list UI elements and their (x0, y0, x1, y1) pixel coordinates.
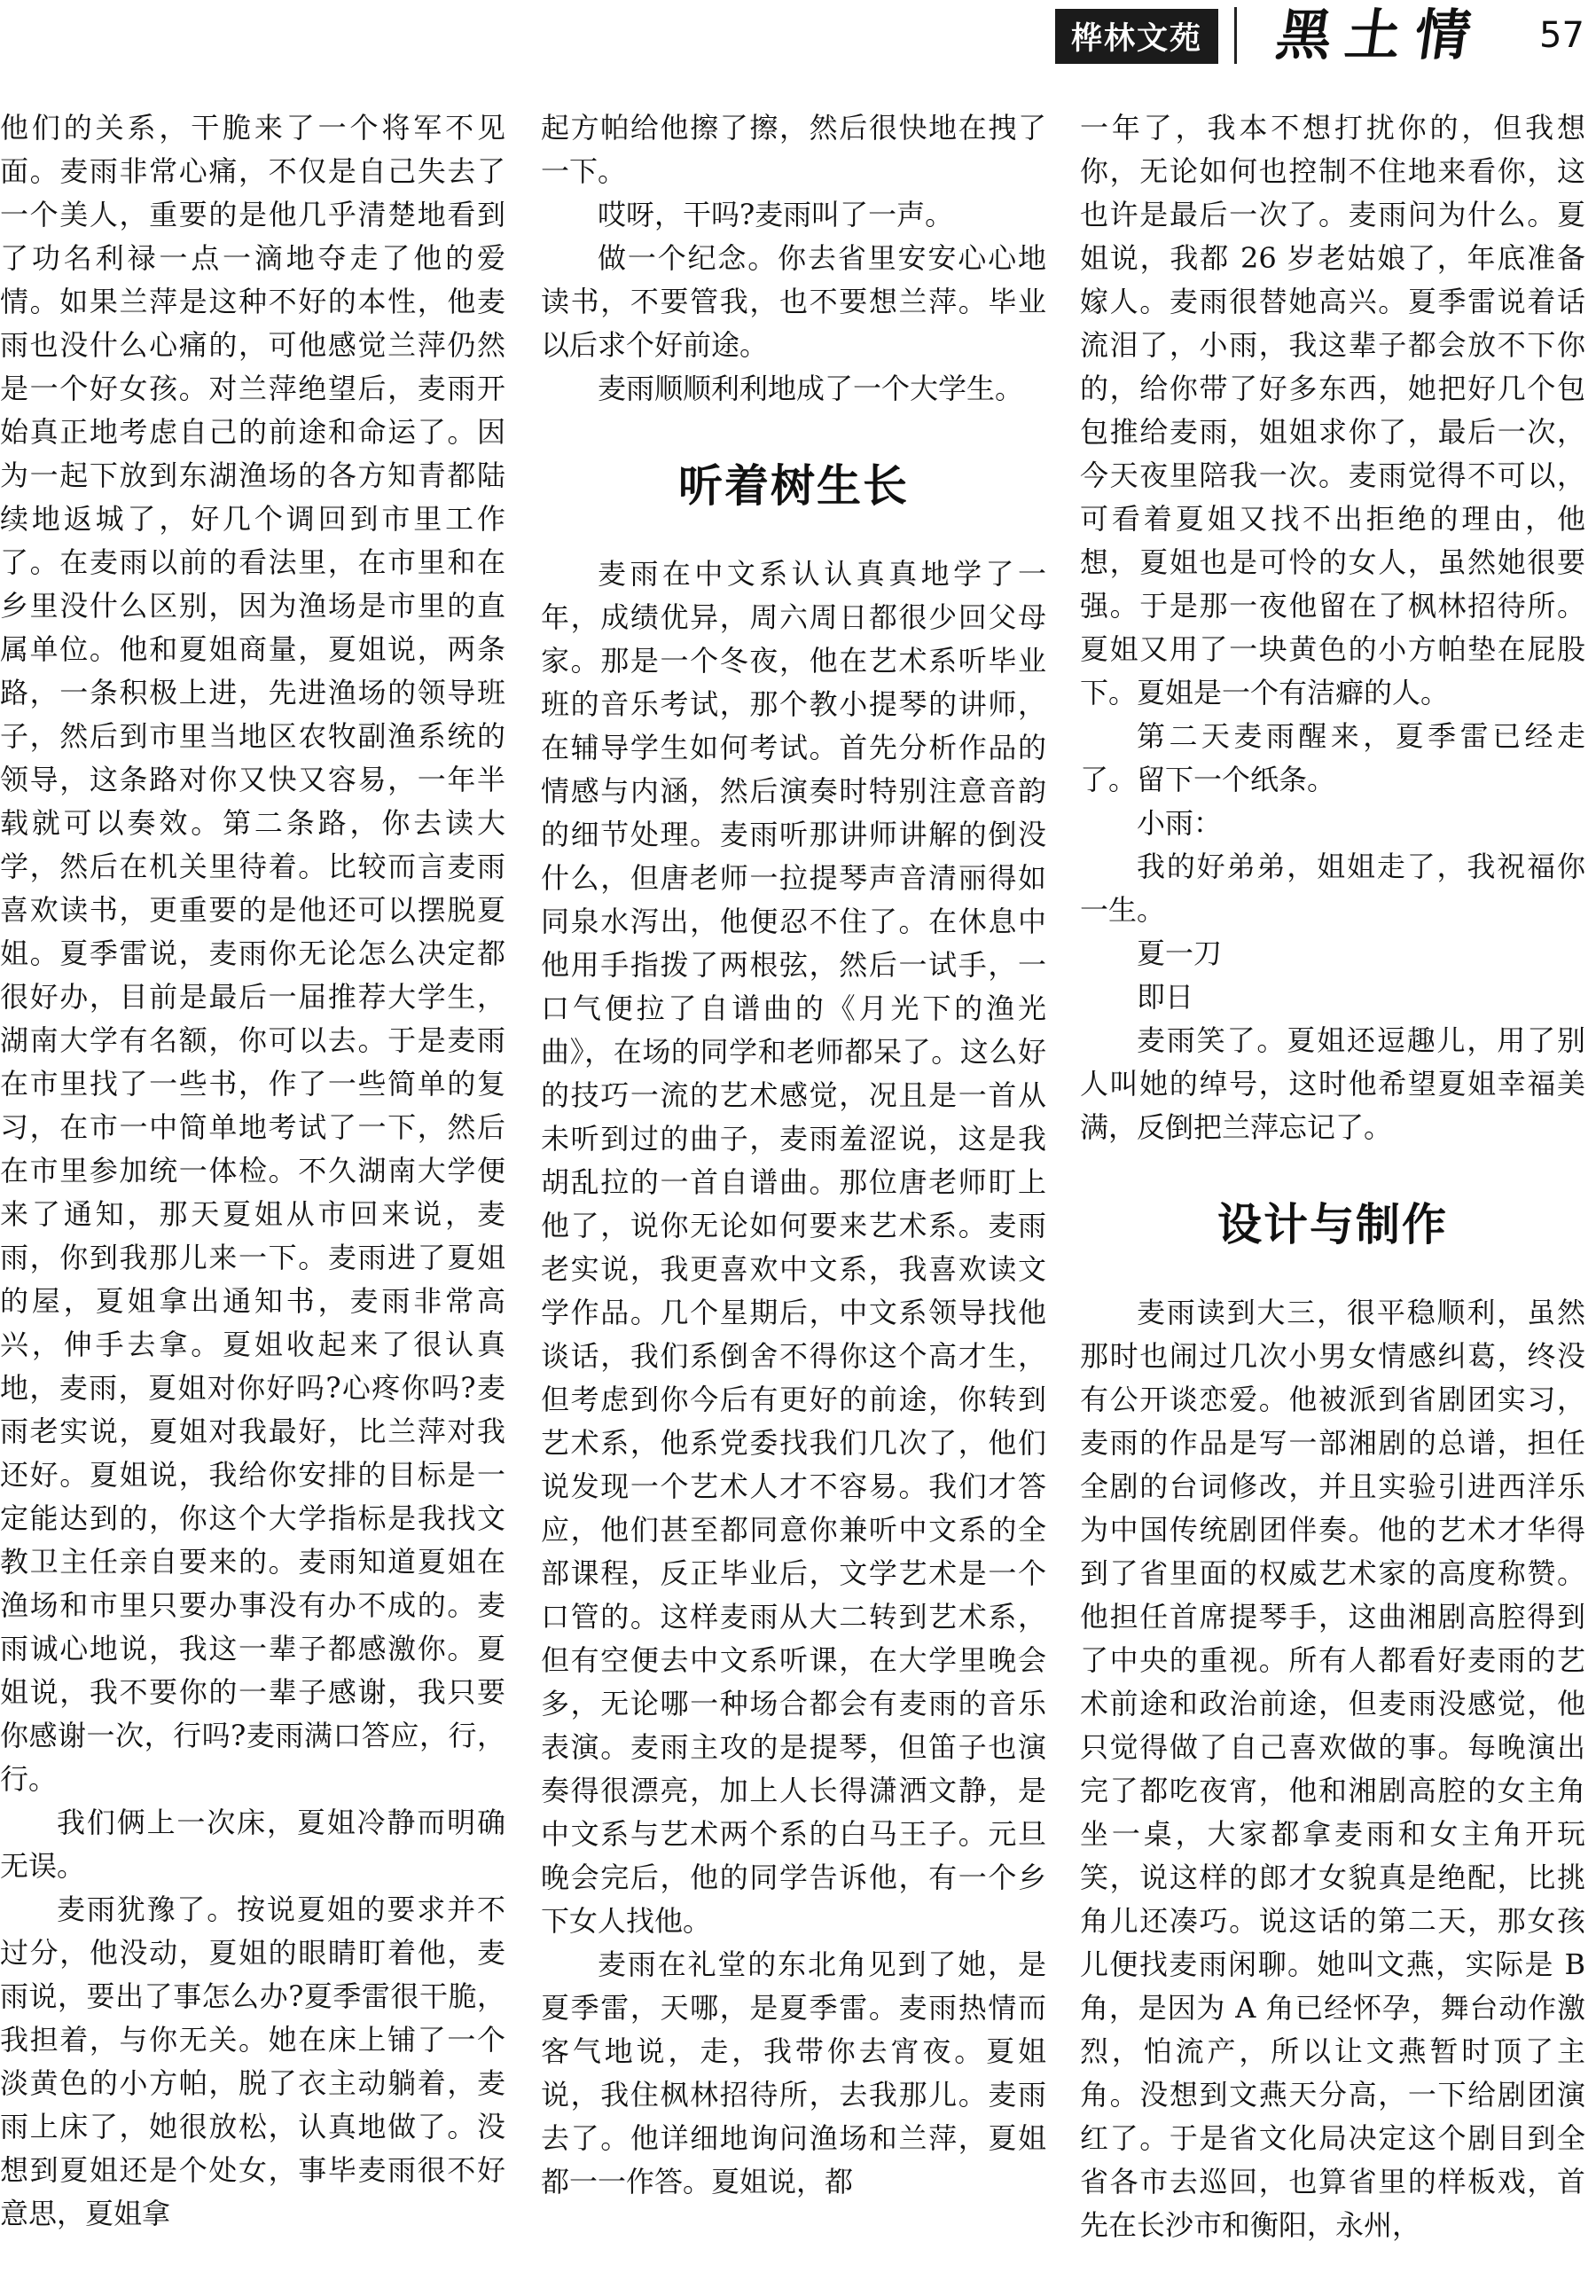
letter-date: 即日 (1137, 980, 1194, 1014)
letter-signature: 夏一刀 (1137, 936, 1223, 970)
section-title-badge: 桦林文苑 (1055, 9, 1218, 64)
paragraph: 做一个纪念。你去省里安安心心地读书，不要管我，也不要想兰萍。毕业以后求个好前途。 (541, 241, 1046, 362)
paragraph: 我们俩上一次床，夏姐冷静而明确无误。 (0, 1806, 505, 1883)
paragraph: 麦雨在中文系认认真真地学了一年，成绩优异，周六周日都很少回父母家。那是一个冬夜，他在艺术系听毕业班的音乐考试，那个教小提琴的讲师，在辅导学生如何考试。首先分析作品的情感与内涵，然后演奏时特别注意音韵的细节处理。麦雨听那讲师讲解的倒没什么，但唐老师一拉提琴声音清丽得如同泉水泻出，他便忍不住了。在休息中他用手指拨了两根弦，然后一试手，一口气便拉了自谱曲的《月光下的渔光曲》，在场的同学和老师都呆了。这么好的技巧一流的艺术感觉，况且是一首从未听到过的曲子，麦雨羞涩说，这是我胡乱拉的一首自谱曲。那位唐老师盯上他了，说你无论如何要来艺术系。麦雨老实说，我更喜欢中文系，我喜欢读文学作品。几个星期后，中文系领导找他谈话，我们系倒舍不得你这个高才生，但考虑到你今后有更好的前途，你转到艺术系，他系党委找我们几次了，他们说发现一个艺术人才不容易。我们才答应，他们甚至都同意你兼听中文系的全部课程，反正毕业后，文学艺术是一个口管的。这样麦雨从大二转到艺术系，但有空便去中文系听课，在大学里晚会多，无论哪一种场合都会有麦雨的音乐表演。麦雨主攻的是提琴，但笛子也演奏得很漂亮，加上人长得潇洒文静，是中文系与艺术两个系的白马王子。元旦晚会完后，他的同学告诉他，有一个乡下女人找他。 (541, 557, 1046, 1938)
text-column-3 (1080, 106, 1585, 2296)
magazine-logo: 黑土情 (1271, 3, 1490, 67)
letter-body: 我的好弟弟，姐姐走了，我祝福你一生。 (1080, 850, 1585, 927)
paragraph: 第二天麦雨醒来，夏季雷已经走了。留下一个纸条。 (1080, 719, 1585, 796)
paragraph: 麦雨读到大三，很平稳顺利，虽然那时也闹过几次小男女情感纠葛，终没有公开谈恋爱。他被派到省剧团实习，麦雨的作品是写一部湘剧的总谱，担任全剧的台词修改，并且实验引进西洋乐为中国传统剧团伴奏。他的艺术才华得到了省里面的权威艺术家的高度称赞。他担任首席提琴手，这曲湘剧高腔得到了中央的重视。所有人都看好麦雨的艺术前途和政治前途，但麦雨没感觉，他只觉得做了自己喜欢做的事。每晚演出完了都吃夜宵，他和湘剧高腔的女主角坐一桌，大家都拿麦雨和女主角开玩笑，说这样的郎才女貌真是绝配，比挑角儿还凑巧。说这话的第二天，那女孩儿便找麦雨闲聊。她叫文燕，实际是 B 角，是因为 A 角已经怀孕，舞台动作激烈，怕流产，所以让文燕暂时顶了主角。没想到文燕天分高，一下给剧团演红了。于是省文化局决定这个剧目到全省各市去巡回，也算省里的样板戏，首先在长沙市和衡阳，永州， (1080, 1296, 1585, 2242)
paragraph: 一年了，我本不想打扰你的，但我想你，无论如何也控制不住地来看你，这也许是最后一次了。麦雨问为什么。夏姐说，我都 26 岁老姑娘了，年底准备嫁人。麦雨很替她高兴。夏季雷说着话流泪了，小雨，我这辈子都会放不下你的，给你带了好多东西，她把好几个包包推给麦雨，姐姐求你了，最后一次，今天夜里陪我一次。麦雨觉得不可以，可看着夏姐又找不出拒绝的理由，他想，夏姐也是可怜的女人，虽然她很要强。于是那一夜他留在了枫林招待所。夏姐又用了一块黄色的小方帕垫在屁股下。夏姐是一个有洁癖的人。 (1080, 111, 1585, 709)
text-column-2 (541, 106, 1046, 2296)
text-column-1 (0, 106, 505, 2296)
paragraph: 起方帕给他擦了擦，然后很快地在拽了一下。 (541, 111, 1046, 188)
paragraph: 麦雨笑了。夏姐还逗趣儿，用了别人叫她的绰号，这时他希望夏姐幸福美满，反倒把兰萍忘记了。 (1080, 1023, 1585, 1144)
paragraph: 哎呀，干吗?麦雨叫了一声。 (598, 198, 954, 231)
paragraph: 麦雨犹豫了。按说夏姐的要求并不过分，他没动，夏姐的眼睛盯着他，麦雨说，要出了事怎么办?夏季雷很干脆，我担着，与你无关。她在床上铺了一个淡黄色的小方帕，脱了衣主动躺着，麦雨上床了，她很放松，认真地做了。没想到夏姐还是个处女，事毕麦雨很不好意思，夏姐拿 (0, 1892, 505, 2230)
page-header (0, 0, 1596, 80)
section-heading: 听着树生长 (678, 460, 909, 512)
paragraph: 他们的关系，干脆来了一个将军不见面。麦雨非常心痛，不仅是自己失去了一个美人，重要的是他几乎清楚地看到了功名利禄一点一滴地夺走了他的爱情。如果兰萍是这种不好的本性，他麦雨也没什么心痛的，可他感觉兰萍仍然是一个好女孩。对兰萍绝望后，麦雨开始真正地考虑自己的前途和命运了。因为一起下放到东湖渔场的各方知青都陆续地返城了，好几个调回到市里工作了。在麦雨以前的看法里，在市里和在乡里没什么区别，因为渔场是市里的直属单位。他和夏姐商量，夏姐说，两条路，一条积极上进，先进渔场的领导班子，然后到市里当地区农牧副渔系统的领导，这条路对你又快又容易，一年半载就可以奏效。第二条路，你去读大学，然后在机关里待着。比较而言麦雨喜欢读书，更重要的是他还可以摆脱夏姐。夏季雷说，麦雨你无论怎么决定都很好办，目前是最后一届推荐大学生，湖南大学有名额，你可以去。于是麦雨在市里找了一些书，作了一些简单的复习，在市一中简单地考试了一下，然后在市里参加统一体检。不久湖南大学便来了通知，那天夏姐从市回来说，麦雨，你到我那儿来一下。麦雨进了夏姐的屋，夏姐拿出通知书，麦雨非常高兴，伸手去拿。夏姐收起来了很认真地，麦雨，夏姐对你好吗?心疼你吗?麦雨老实说，夏姐对我最好，比兰萍对我还好。夏姐说，我给你安排的目标是一定能达到的，你这个大学指标是我找文教卫主任亲自要来的。麦雨知道夏姐在渔场和市里只要办事没有办不成的。麦雨诚心地说，我这一辈子都感激你。夏姐说，我不要你的一辈子感谢，我只要你感谢一次，行吗?麦雨满口答应，行，行。 (0, 111, 505, 1796)
paragraph: 麦雨顺顺利利地成了一个大学生。 (598, 372, 1024, 405)
letter-salutation: 小雨： (1137, 806, 1223, 840)
paragraph: 麦雨在礼堂的东北角见到了她，是夏季雷，天哪，是夏季雷。麦雨热情而客气地说，走，我带你去宵夜。夏姐说，我住枫林招待所，去我那儿。麦雨去了。他详细地询问渔场和兰萍，夏姐都一一作答。夏姐说，都 (541, 1947, 1046, 2198)
header-divider (1234, 7, 1237, 64)
page-number: 57 (1539, 15, 1584, 56)
section-heading: 设计与制作 (1217, 1199, 1448, 1250)
